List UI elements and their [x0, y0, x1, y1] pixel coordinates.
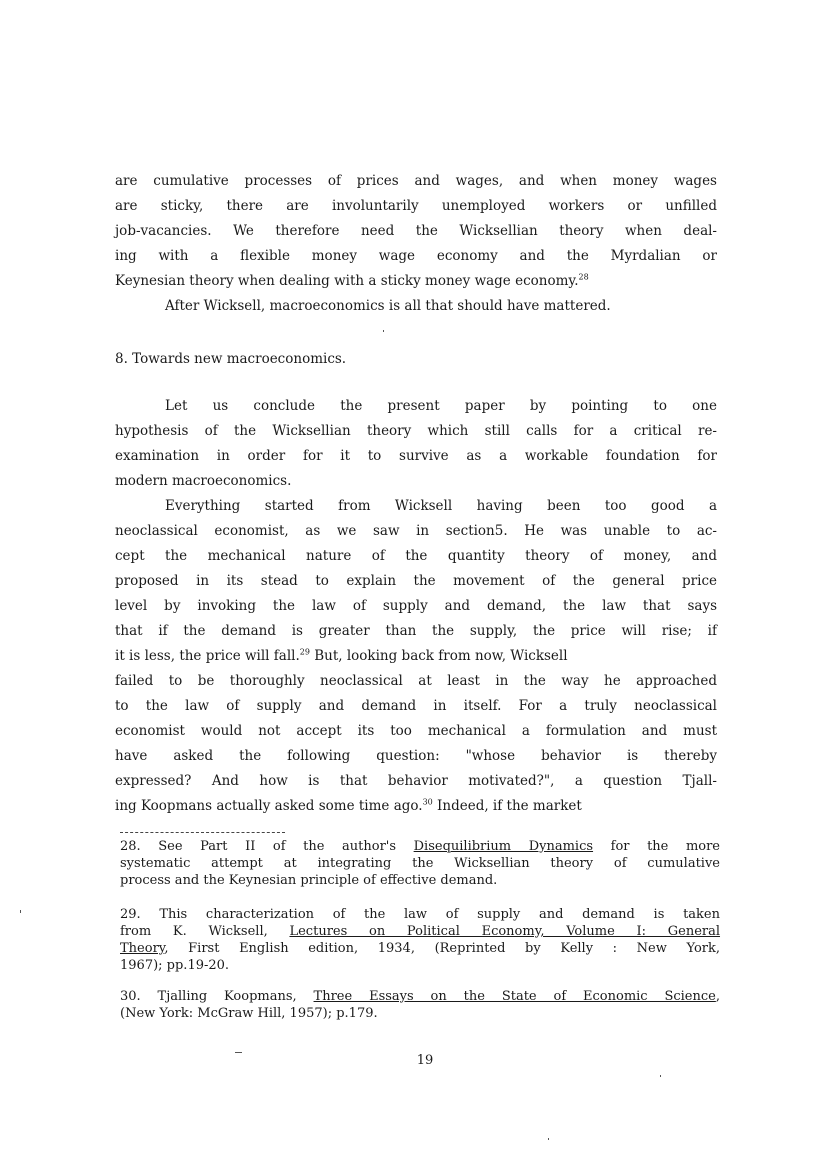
body-line: Everything started from Wicksell having been too good a	[165, 498, 717, 514]
body-line: cept the mechanical nature of the quantity theory of money, and	[115, 548, 717, 564]
footnote-text: ,	[715, 989, 720, 1004]
footnote-29-line	[120, 940, 720, 957]
footnote-29-line	[120, 923, 720, 940]
body-line: proposed in its stead to explain the movement of the general price	[115, 573, 717, 589]
body-line: ing with a flexible money wage economy and the Myrdalian or	[115, 248, 717, 264]
body-line: to the law of supply and demand in itself. For a truly neoclassical	[115, 698, 717, 714]
footnote-28-line: process and the Keynesian principle of effective demand.	[120, 873, 498, 888]
section-heading: 8. Towards new macroeconomics.	[115, 351, 347, 367]
body-line: have asked the following question: "whose behavior is thereby	[115, 748, 717, 764]
footnote-ref-28: 28	[578, 272, 589, 282]
book-title: Disequilibrium Dynamics	[413, 839, 594, 854]
scan-speck	[383, 330, 384, 332]
body-line: level by invoking the law of supply and demand, the law that says	[115, 598, 717, 614]
body-line: After Wicksell, macroeconomics is all that should have mattered.	[165, 298, 611, 314]
body-line: neoclassical economist, as we saw in section5. He was unable to ac-	[115, 523, 717, 539]
body-text: Indeed, if the market	[432, 798, 582, 814]
footnote-separator	[120, 832, 285, 833]
footnote-29-line: 29. This characterization of the law of supply and demand is taken	[120, 907, 720, 922]
book-title: Three Essays on the State of Economic Science	[313, 989, 716, 1004]
scan-speck	[20, 910, 21, 913]
body-text: ing Koopmans actually asked some time ago.	[115, 798, 423, 814]
footnote-28-line: systematic attempt at integrating the Wicksellian theory of cumulative	[120, 856, 720, 871]
scan-speck	[548, 1138, 549, 1140]
body-line: modern macroeconomics.	[115, 473, 292, 489]
body-text: But, looking back from now, Wicksell	[309, 648, 568, 664]
body-line	[115, 272, 717, 290]
book-title: Theory	[120, 941, 165, 956]
body-line	[115, 647, 717, 665]
scan-speck	[660, 1075, 661, 1077]
book-title: Lectures on Political Economy, Volume I: General	[289, 924, 721, 939]
footnote-30-line: (New York: McGraw Hill, 1957); p.179.	[120, 1006, 378, 1021]
body-line: that if the demand is greater than the supply, the price will rise; if	[115, 623, 717, 639]
footnote-ref-30: 30	[422, 797, 433, 807]
body-line: examination in order for it to survive as a workable foundation for	[115, 448, 717, 464]
body-line: expressed? And how is that behavior motivated?", a question Tjall-	[115, 773, 717, 789]
footnote-29-line: 1967); pp.19-20.	[120, 958, 230, 973]
footnote-text: 28. See Part II of the author's	[120, 839, 414, 854]
footnote-ref-29: 29	[299, 647, 310, 657]
body-line: economist would not accept its too mechanical a formulation and must	[115, 723, 717, 739]
body-line: are sticky, there are involuntarily unemployed workers or unfilled	[115, 198, 717, 214]
footnote-text: , First English edition, 1934, (Reprinted by Kelly : New York,	[164, 941, 720, 956]
body-line: job-vacancies. We therefore need the Wicksellian theory when deal-	[115, 223, 717, 239]
body-text: Keynesian theory when dealing with a sticky money wage economy.	[115, 273, 579, 289]
footnote-30-line	[120, 988, 720, 1005]
body-line: are cumulative processes of prices and wages, and when money wages	[115, 173, 717, 189]
body-line: failed to be thoroughly neoclassical at least in the way he approached	[115, 673, 717, 689]
footnote-text: from K. Wicksell,	[120, 924, 290, 939]
body-line: hypothesis of the Wicksellian theory which still calls for a critical re-	[115, 423, 717, 439]
page-number: 19	[416, 1053, 434, 1068]
body-text: it is less, the price will fall.	[115, 648, 300, 664]
footnote-28-line	[120, 838, 720, 855]
footnote-text: 30. Tjalling Koopmans,	[120, 989, 314, 1004]
footnote-text: for the more	[593, 839, 721, 854]
body-line: Let us conclude the present paper by pointing to one	[165, 398, 717, 414]
scan-speck	[235, 1052, 242, 1053]
body-line	[115, 797, 717, 815]
